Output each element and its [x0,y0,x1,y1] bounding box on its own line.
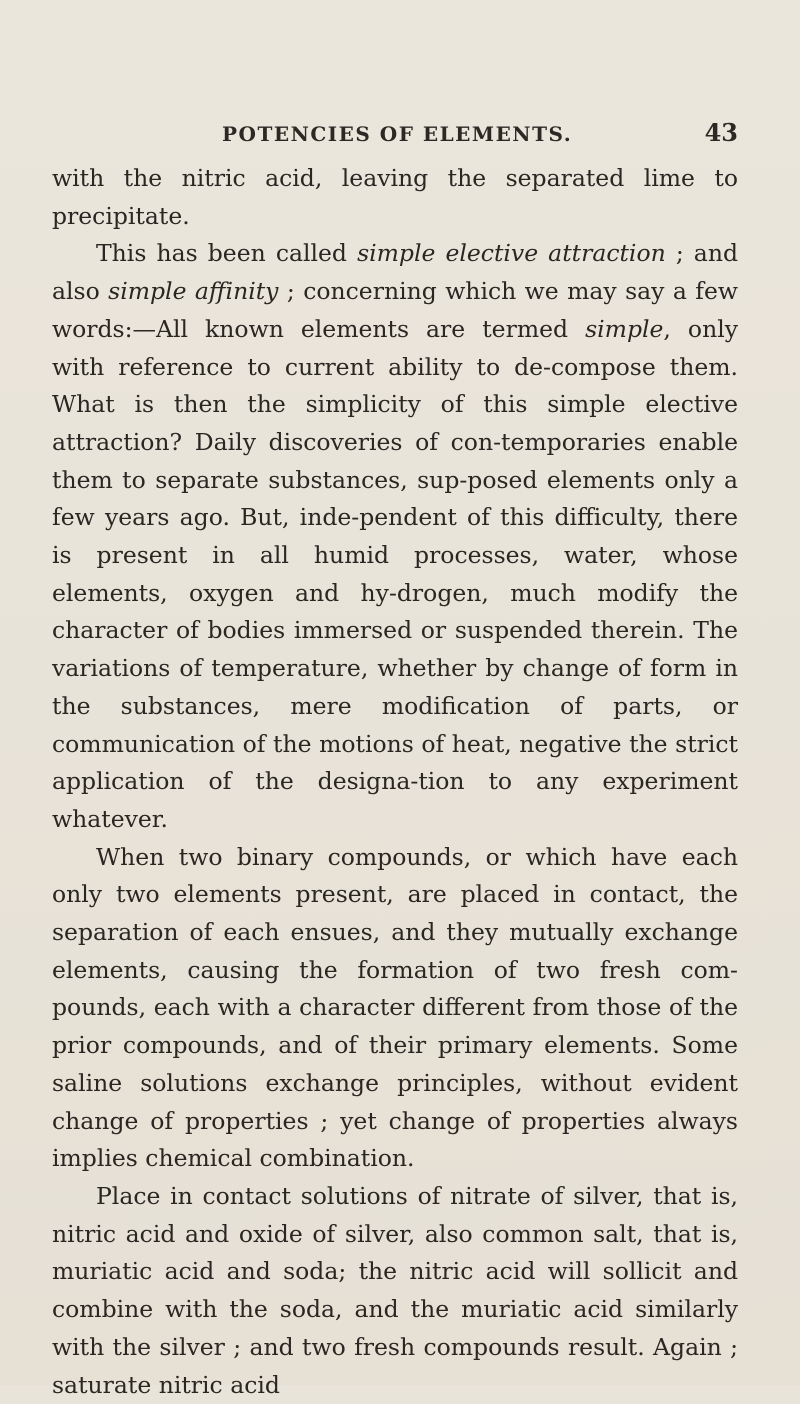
text-segment: Place in contact solutions of nitrate of silver, that is, nitric acid and oxide of silver, also common salt, that is, muriatic acid and soda; the nitric acid will sollicit and combine with the soda, and the muriatic acid similarly with the silver ; and two fresh compounds result. Again ; saturate nitric acid [52,1181,738,1399]
italic-term: simple elective attraction [357,239,666,268]
page-header [52,118,738,152]
paragraph [52,160,738,235]
body-text [52,160,738,1404]
paragraph [52,1178,738,1404]
italic-term: simple affinity [108,277,279,306]
paragraph [52,235,738,838]
italic-term: simple [585,314,664,343]
text-segment: ; and also [52,239,738,306]
text-segment: This has been called [96,239,358,268]
text-segment: When two binary compounds, or which have each only two elements present, are placed in contact, the separation of each ensues, and they mutually exchange elements, causing the formation of two fresh com-pounds, each with a character different from those of the prior compounds, and of their primary elements. Some saline solutions exchange principles, without evident change of properties ; yet change of properties always implies chemical combination. [52,842,738,1173]
page-number: 43 [704,118,738,147]
text-segment: , only with reference to current ability to de-compose them. What is then the simplicity of this simple elective attraction? Daily discoveries of con-temporaries enable them to separate substances, sup-posed elements only a few years ago. But, inde-pendent of this difficulty, there is present in all humid processes, water, whose elements, oxygen and hy-drogen, much modify the character of bodies immersed or suspended therein. The variations of temperature, whether by change of form in the substances, mere modification of parts, or communication of the motions of heat, negative the strict application of the designa-tion to any experiment whatever. [52,314,738,833]
text-segment: with the nitric acid, leaving the separated lime to precipitate. [52,164,738,230]
running-head: POTENCIES OF ELEMENTS. [222,122,573,146]
paragraph [52,839,738,1178]
text-segment: ; concerning which we may say a few words:—All known elements are termed [52,277,738,343]
